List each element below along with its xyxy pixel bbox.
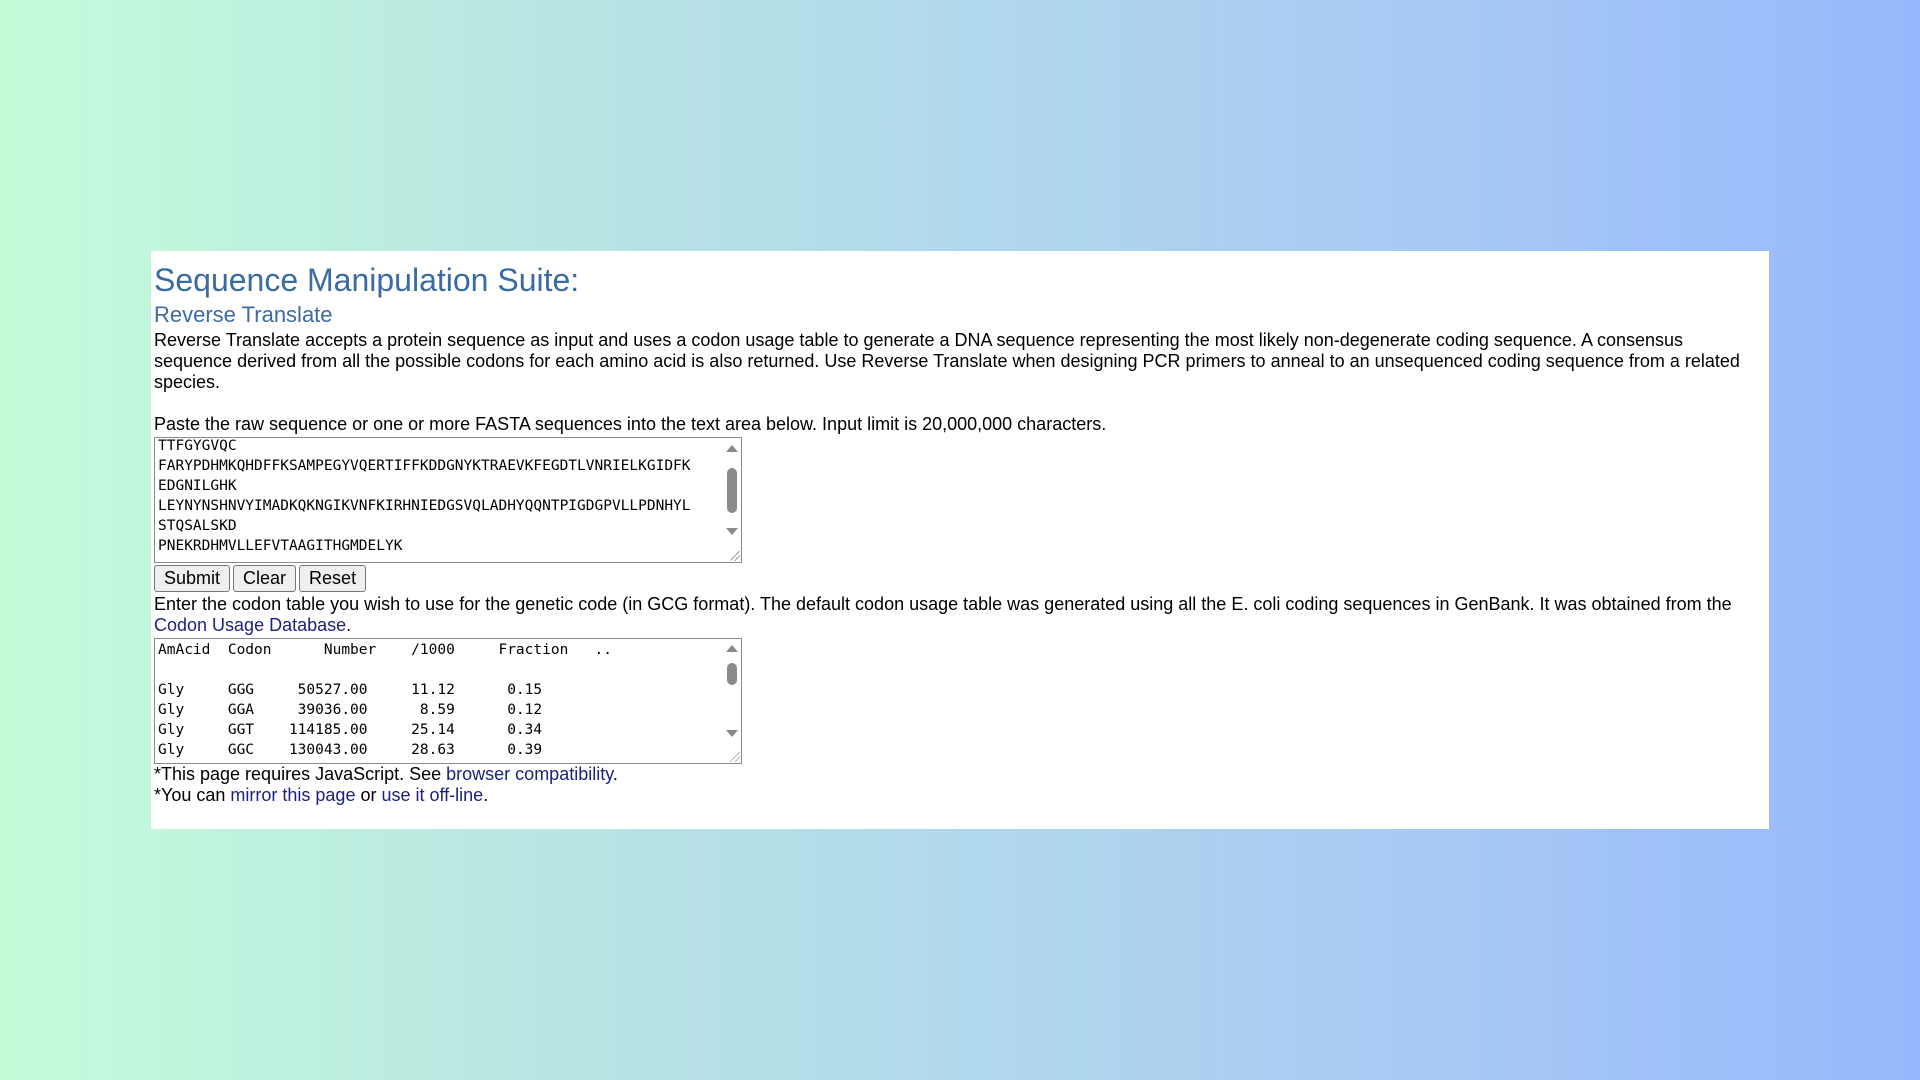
codon-instruction <box>154 594 1766 636</box>
scroll-down-arrow-icon[interactable] <box>726 528 738 535</box>
browser-compatibility-link[interactable]: browser compatibility <box>446 764 613 784</box>
resize-grip-icon[interactable] <box>730 752 740 762</box>
mirror-page-link[interactable]: mirror this page <box>230 785 356 805</box>
page-subtitle: Reverse Translate <box>154 302 333 327</box>
scroll-thumb[interactable] <box>727 663 737 685</box>
resize-grip-icon[interactable] <box>730 551 740 561</box>
codon-instruction-text: Enter the codon table you wish to use for the genetic code (in GCG format). The default codon usage table was generated using all the E. coli coding sequences in GenBank. It was obtained from the <box>154 594 1732 614</box>
offline-link[interactable]: use it off-line <box>381 785 484 805</box>
sequence-textarea-content: TTFGYGVQC FARYPDHMKQHDFFKSAMPEGYVQERTIFFKDDGNYKTRAEVKFEGDTLVNRIELKGIDFK EDGNILGHK LEYNYNSHNVYIMADKQKNGIKVNFKIRHNIEDGSVQLADHYQQNTPIGDGPVLLPDNHYL STQSALSKD PNEKRDHMVLLEFVTAAGITHGMDELYK <box>158 438 691 554</box>
footer-line-2 <box>154 785 1766 806</box>
action-buttons <box>154 565 1766 593</box>
codon-textarea-content: AmAcid Codon Number /1000 Fraction .. Gly GGG 50527.00 11.12 0.15 Gly GGA 39036.00 8.59 0.12 Gly GGT 114185.00 25.14 0.34 Gly GGC 130043.00 28.63 0.39 <box>158 642 612 758</box>
scroll-thumb[interactable] <box>727 468 737 513</box>
scroll-up-arrow-icon[interactable] <box>726 445 738 452</box>
footer-text: *You can <box>154 785 231 805</box>
scroll-down-arrow-icon[interactable] <box>726 730 738 737</box>
scroll-up-arrow-icon[interactable] <box>726 645 738 652</box>
footer-text: or <box>355 785 382 805</box>
sequence-textarea[interactable] <box>154 437 742 563</box>
submit-button[interactable]: Submit <box>154 565 230 592</box>
codon-instruction-end: . <box>346 615 352 635</box>
footer-text: . <box>612 764 618 784</box>
footer-text: *This page requires JavaScript. See <box>154 764 447 784</box>
sequence-instruction: Paste the raw sequence or one or more FASTA sequences into the text area below. Input limit is 20,000,000 characters. <box>154 414 1107 434</box>
codon-usage-database-link[interactable]: Codon Usage Database <box>154 615 347 635</box>
sequence-scrollbar[interactable] <box>721 438 741 562</box>
clear-button[interactable]: Clear <box>233 565 296 592</box>
reset-button[interactable]: Reset <box>299 565 366 592</box>
tool-description: Reverse Translate accepts a protein sequence as input and uses a codon usage table to generate a DNA sequence representing the most likely non-degenerate coding sequence. A consensus sequence derived from all the possible codons for each amino acid is also returned. Use Reverse Translate when designing PCR primers to anneal to an unsequenced coding sequence from a related species. <box>154 330 1740 392</box>
codon-table-textarea[interactable] <box>154 638 742 764</box>
footer-line-1 <box>154 764 1766 785</box>
page-title: Sequence Manipulation Suite: <box>154 262 580 298</box>
codon-scrollbar[interactable] <box>721 639 741 763</box>
page-content <box>151 251 1769 829</box>
footer-text: . <box>483 785 489 805</box>
